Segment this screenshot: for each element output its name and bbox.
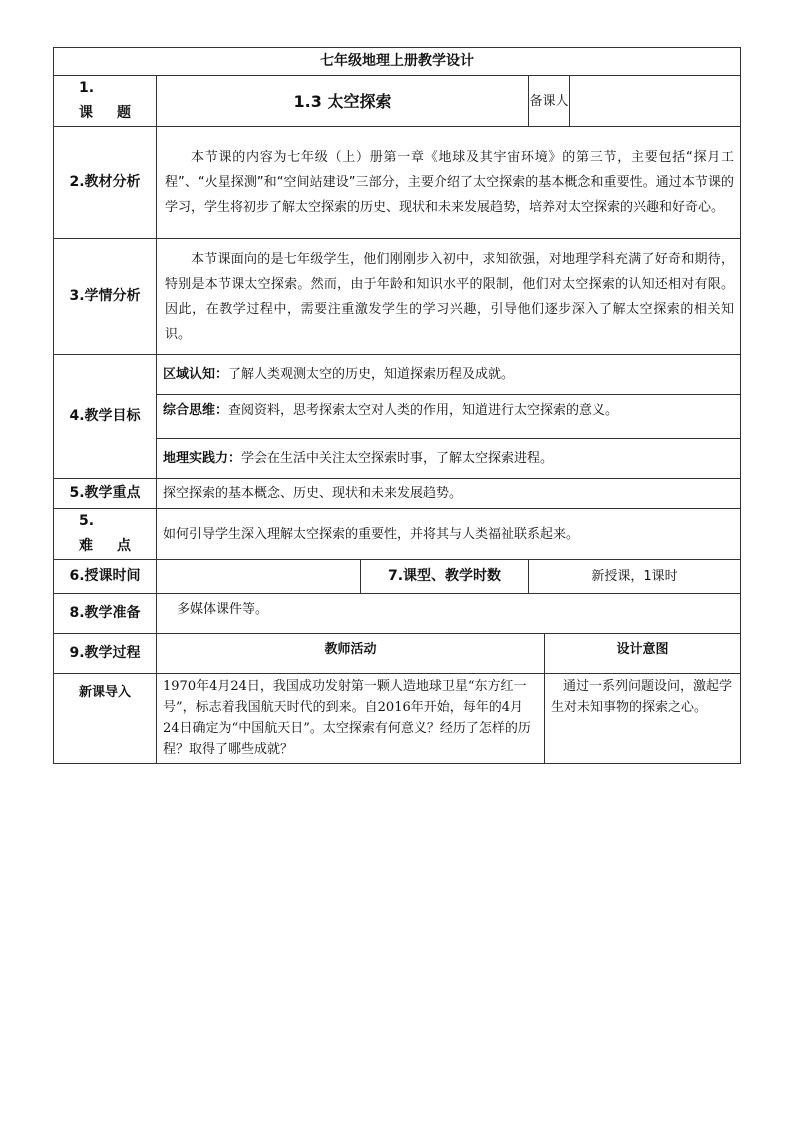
difficulties-label-part1: 5.难 xyxy=(79,513,95,554)
teacher-activity-text: 1970年4月24日，我国成功发射第一颗人造地球卫星“东方红一号”，标志着我国航天时代的到来。自2016年开始，每年的4月24日确定为“中国航天日”。太空探索有何意义？经历了怎样的历程？取得了哪些成就？ xyxy=(157,674,545,764)
objective-item xyxy=(157,439,741,479)
process-label: 9.教学过程 xyxy=(54,634,157,674)
objective-text: 了解人类观测太空的历史，知道探索历程及成就。 xyxy=(228,367,515,382)
teacher-activity-header: 教师活动 xyxy=(157,634,545,674)
material-analysis-label: 2.教材分析 xyxy=(54,127,157,239)
objective-item xyxy=(157,395,741,439)
preparation-text: 多媒体课件等。 xyxy=(157,594,741,634)
material-analysis-text: 本节课的内容为七年级（上）册第一章《地球及其宇宙环境》的第三节，主要包括“探月工程”、“火星探测”和“空间站建设”三部分，主要介绍了太空探索的基本概念和重要性。通过本节课的学习，学生将初步了解太空探索的历史、现状和未来发展趋势，培养对太空探索的兴趣和好奇心。 xyxy=(157,127,741,239)
lesson-type-label: 7.课型、教学时数 xyxy=(361,560,529,594)
objective-name: 地理实践力： xyxy=(163,451,242,466)
topic-value: 1.3 太空探索 xyxy=(157,76,529,127)
objective-name: 区域认知： xyxy=(163,367,229,382)
topic-label-part1: 1.课 xyxy=(79,80,95,121)
difficulties-label-part2: 点 xyxy=(117,538,131,554)
objective-text: 学会在生活中关注太空探索时事，了解太空探索进程。 xyxy=(241,451,554,466)
preparation-label: 8.教学准备 xyxy=(54,594,157,634)
process-stage: 新课导入 xyxy=(54,674,157,764)
objective-text: 查阅资料，思考探索太空对人类的作用，知道进行太空探索的意义。 xyxy=(228,403,619,418)
lesson-plan-table xyxy=(53,47,741,764)
lesson-plan-document xyxy=(53,47,740,764)
preparer-label: 备课人 xyxy=(529,76,570,127)
difficulties-label xyxy=(54,509,157,560)
key-points-text: 探空探索的基本概念、历史、现状和未来发展趋势。 xyxy=(157,479,741,509)
design-intent-text: 通过一系列问题设问，激起学生对未知事物的探索之心。 xyxy=(545,674,741,764)
schedule-value xyxy=(157,560,361,594)
design-intent-header: 设计意图 xyxy=(545,634,741,674)
preparer-value xyxy=(570,76,741,127)
schedule-label: 6.授课时间 xyxy=(54,560,157,594)
key-points-label: 5.教学重点 xyxy=(54,479,157,509)
learner-analysis-label: 3.学情分析 xyxy=(54,239,157,355)
objective-name: 综合思维： xyxy=(163,403,229,418)
lesson-type-value: 新授课，1课时 xyxy=(529,560,741,594)
learner-analysis-text: 本节课面向的是七年级学生，他们刚刚步入初中，求知欲强，对地理学科充满了好奇和期待，特别是本节课太空探索。然而，由于年龄和知识水平的限制，他们对太空探索的认知还相对有限。因此，在教学过程中，需要注重激发学生的学习兴趣，引导他们逐步深入了解太空探索的相关知识。 xyxy=(157,239,741,355)
topic-label xyxy=(54,76,157,127)
document-title: 七年级地理上册教学设计 xyxy=(54,48,741,76)
objective-item xyxy=(157,355,741,395)
objectives-label: 4.教学目标 xyxy=(54,355,157,479)
difficulties-text: 如何引导学生深入理解太空探索的重要性，并将其与人类福祉联系起来。 xyxy=(157,509,741,560)
topic-label-part2: 题 xyxy=(117,105,131,121)
